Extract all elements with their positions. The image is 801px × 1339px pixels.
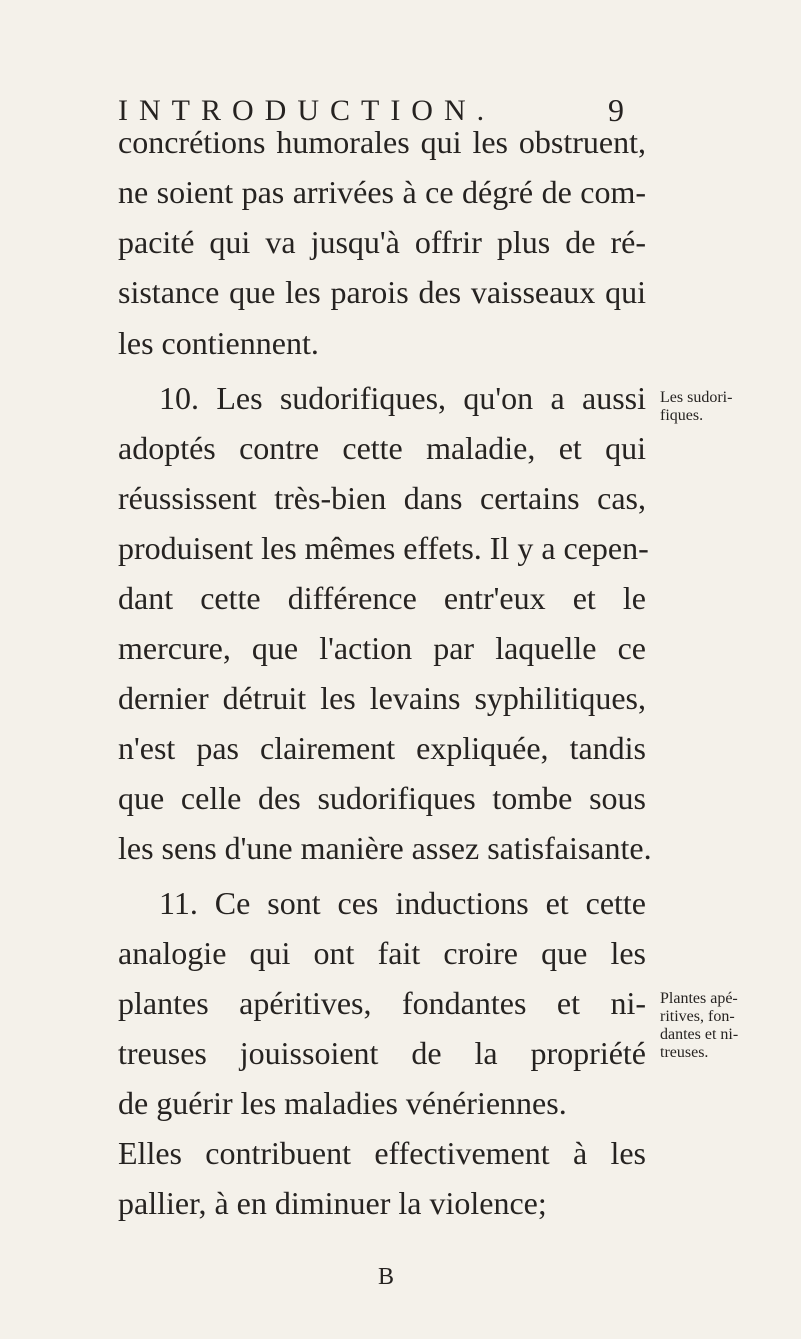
signature-mark: B: [378, 1264, 395, 1290]
text-line: produisent les mêmes effets. Il y a cepen-: [118, 530, 649, 566]
margin-note-line: Plantes apé-: [660, 990, 738, 1007]
text-line: dernier détruit les levains syphilitiques,: [118, 680, 646, 716]
text-line: que celle des sudorifiques tombe sous: [118, 780, 646, 816]
margin-note-line: dantes et ni-: [660, 1026, 739, 1043]
text-line: mercure, que l'action par laquelle ce: [118, 630, 646, 666]
text-line: dant cette différence entr'eux et le: [118, 580, 646, 616]
text-line: de guérir les maladies vénériennes.: [118, 1085, 567, 1121]
text-line: pallier, à en diminuer la violence;: [118, 1185, 547, 1221]
margin-note-line: ritives, fon-: [660, 1008, 735, 1025]
text-line: 10. Les sudorifiques, qu'on a aussi: [159, 380, 646, 416]
page-number: 9: [608, 92, 624, 128]
margin-note-line: Les sudori-: [660, 389, 733, 406]
margin-note-line: fiques.: [660, 407, 704, 424]
text-line: n'est pas clairement expliquée, tandis: [118, 730, 646, 766]
text-line: analogie qui ont fait croire que les: [118, 935, 646, 971]
text-line: pacité qui va jusqu'à offrir plus de ré-: [118, 224, 646, 260]
text-line: réussissent très-bien dans certains cas,: [118, 480, 646, 516]
text-line: adoptés contre cette maladie, et qui: [118, 430, 646, 466]
text-line: plantes apéritives, fondantes et ni-: [118, 985, 646, 1021]
text-line: sistance que les parois des vaisseaux qui: [118, 274, 646, 310]
margin-note-plantes: [660, 990, 800, 1062]
text-line: les contiennent.: [118, 325, 319, 361]
running-title: INTRODUCTION.: [118, 94, 496, 127]
text-line: 11. Ce sont ces inductions et cette: [159, 885, 646, 921]
text-line: ne soient pas arrivées à ce dégré de com-: [118, 174, 646, 210]
text-line: treuses jouissoient de la propriété: [118, 1035, 646, 1071]
text-line: les sens d'une manière assez satisfaisante.: [118, 830, 652, 866]
margin-note-line: treuses.: [660, 1044, 709, 1061]
margin-note-sudorifiques: [660, 389, 800, 425]
text-line: Elles contribuent effectivement à les: [118, 1135, 646, 1171]
text-line: concrétions humorales qui les obstruent,: [118, 124, 646, 160]
